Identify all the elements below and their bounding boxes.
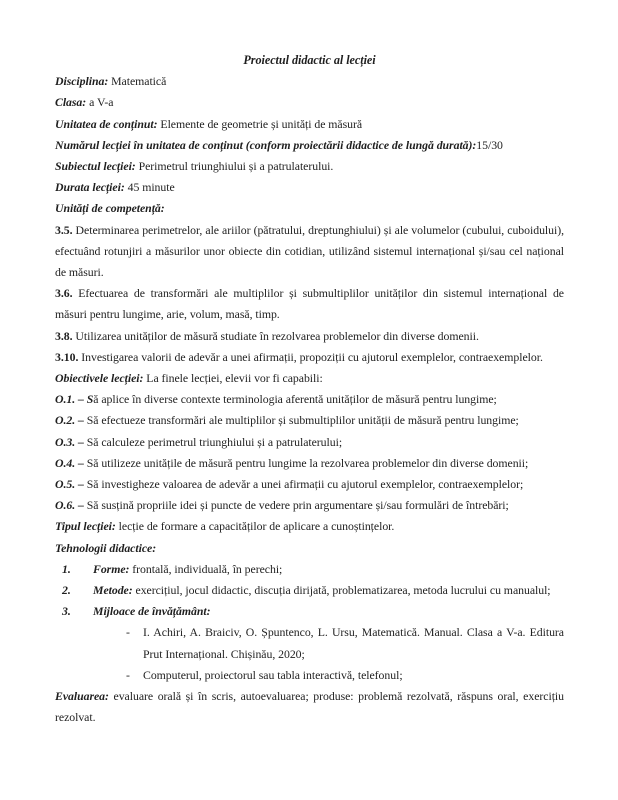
objective-o3 — [55, 432, 564, 453]
objective-text: Să susțină propriile idei și puncte de vedere prin argumentare și/sau formulări de întrebări; — [83, 498, 509, 513]
objective-o4 — [55, 453, 564, 474]
objective-prefix: O.2. – — [55, 413, 84, 428]
objective-text: Să utilizeze unitățile de măsură pentru lungime la rezolvarea problemelor din diverse domenii; — [83, 455, 529, 470]
field-value: La finele lecției, elevii vor fi capabili: — [143, 371, 323, 386]
dash-bullet: - — [126, 625, 130, 640]
list-number: 3. — [62, 604, 71, 619]
heading-unitati-de-competenta — [55, 198, 564, 219]
field-label: Clasa: — [55, 95, 87, 110]
field-label: Evaluarea: — [55, 689, 109, 704]
dash-text: I. Achiri, A. Braiciv, O. Șpuntenco, L. Ursu, Matematică. Manual. Clasa a V-a. Editura Prut Internațional. Chișinău, 2020; — [143, 625, 564, 661]
list-item-forme — [55, 559, 564, 580]
competency-number: 3.8. — [55, 328, 73, 343]
field-value: Perimetrul triunghiului și a patrulaterului. — [135, 159, 334, 174]
list-label: Forme: — [93, 561, 130, 576]
competency-3-6 — [55, 283, 564, 325]
field-durata-lectiei — [55, 177, 564, 198]
objective-prefix: O.5. – — [55, 477, 84, 492]
objective-o5 — [55, 474, 564, 495]
heading-label: Tehnologii didactice: — [55, 540, 157, 555]
competency-number: 3.10. — [55, 349, 79, 364]
list-item-metode — [55, 580, 564, 601]
paragraph-evaluarea — [55, 686, 564, 728]
field-disciplina — [55, 71, 564, 92]
competency-3-8 — [55, 326, 564, 347]
field-label: Obiectivele lecției: — [55, 371, 144, 386]
dash-item-manual — [55, 622, 564, 664]
field-value: lecție de formare a capacităților de aplicare a cunoștințelor. — [115, 519, 395, 534]
field-label: Numărul lecției în unitatea de conținut (conform proiectării didactice de lungă durată): — [55, 137, 477, 152]
objective-prefix: O.3. – — [55, 434, 84, 449]
competency-3-10 — [55, 347, 564, 368]
field-label: Tipul lecției: — [55, 519, 116, 534]
competency-3-5 — [55, 220, 564, 284]
objective-o2 — [55, 410, 564, 431]
objective-text: Să efectueze transformări ale multiplilor și submultiplilor unității de măsură pentru lungime; — [83, 413, 519, 428]
field-label: Subiectul lecției: — [55, 159, 136, 174]
competency-text: Determinarea perimetrelor, ale ariilor (pătratului, dreptunghiului) și ale volumelor (cubului, cuboidului), efectuând rotunjiri a măsurilor unor obiecte din cotidian, utilizând sistemul internațional și/sau cel național de măsuri. — [55, 222, 564, 280]
objective-o1 — [55, 389, 564, 410]
objective-prefix: O.1. – S — [55, 392, 94, 407]
list-label: Metode: — [93, 583, 133, 598]
list-number: 2. — [62, 583, 71, 598]
field-label: Durata lecției: — [55, 180, 125, 195]
field-value: 45 minute — [124, 180, 175, 195]
objective-text: ă aplice în diverse contexte terminologia aferentă unităților de măsură pentru lungime; — [93, 392, 497, 407]
list-label: Mijloace de învățământ: — [93, 604, 211, 619]
heading-tehnologii-didactice — [55, 538, 564, 559]
list-item-mijloace — [55, 601, 564, 622]
paragraph-obiectivele — [55, 368, 564, 389]
dash-bullet: - — [126, 667, 130, 682]
field-subiectul-lectiei — [55, 156, 564, 177]
field-value: Elemente de geometrie și unități de măsură — [157, 116, 363, 131]
objective-prefix: O.6. – — [55, 498, 84, 513]
heading-label: Unități de competență: — [55, 201, 165, 216]
objective-text: Să calculeze perimetrul triunghiului și a patrulaterului; — [83, 434, 343, 449]
competency-number: 3.5. — [55, 222, 73, 237]
list-number: 1. — [62, 561, 71, 576]
competency-text: Investigarea valorii de adevăr a unei afirmații, propoziții cu ajutorul exemplelor, contraexemplelor. — [78, 349, 543, 364]
field-value: 15/30 — [476, 137, 503, 152]
field-label: Unitatea de conținut: — [55, 116, 158, 131]
field-value: evaluare orală și în scris, autoevaluarea; produse: problemă rezolvată, răspuns oral, exercițiu rezolvat. — [55, 689, 564, 725]
field-value: Matematică — [108, 74, 167, 89]
dash-text: Computerul, proiectorul sau tabla interactivă, telefonul; — [143, 667, 403, 682]
field-unitatea-de-continut — [55, 114, 564, 135]
field-numarul-lectiei — [55, 135, 564, 156]
field-clasa — [55, 92, 564, 113]
objective-text: Să investigheze valoarea de adevăr a unei afirmații cu ajutorul exemplelor, contraexemplelor; — [83, 477, 524, 492]
competency-number: 3.6. — [55, 286, 73, 301]
field-label: Disciplina: — [55, 74, 109, 89]
paragraph-tipul-lectiei — [55, 516, 564, 537]
competency-text: Efectuarea de transformări ale multiplilor și submultiplilor unităților din sistemul internațional de măsuri pentru lungime, arie, volum, masă, timp. — [55, 286, 564, 322]
list-text: exercițiul, jocul didactic, discuția dirijată, problematizarea, metoda lucrului cu manualul; — [132, 583, 551, 598]
list-text: frontală, individuală, în perechi; — [129, 561, 283, 576]
page-title: Proiectul didactic al lecției — [243, 53, 376, 67]
objective-prefix: O.4. – — [55, 455, 84, 470]
competency-text: Utilizarea unităților de măsură studiate în rezolvarea problemelor din diverse domenii. — [72, 328, 479, 343]
objective-o6 — [55, 495, 564, 516]
dash-item-computerul — [55, 665, 564, 686]
field-value: a V-a — [86, 95, 114, 110]
